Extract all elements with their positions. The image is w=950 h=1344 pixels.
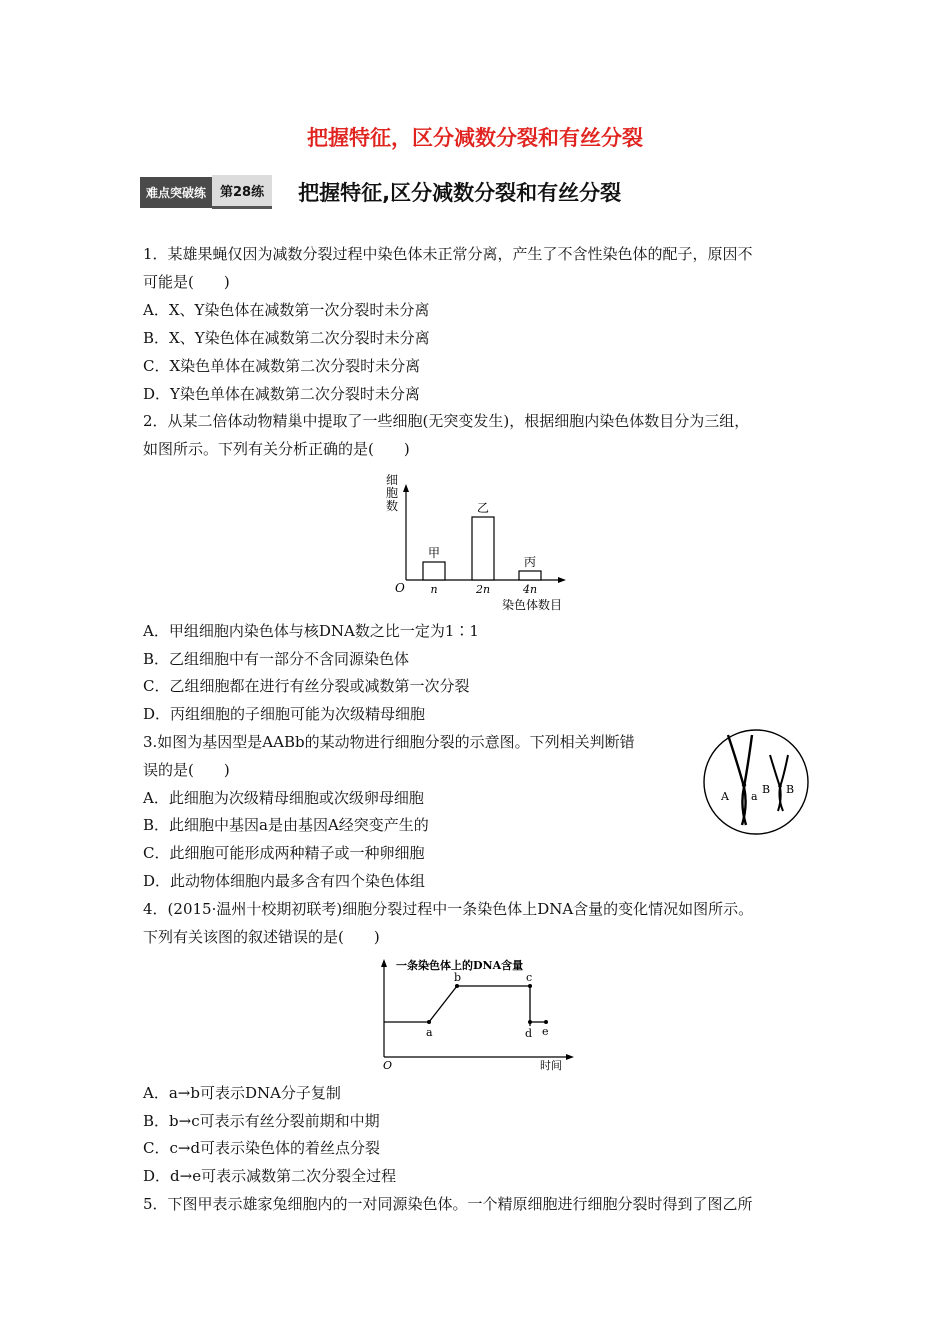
q5-stem-line1: 5．下图甲表示雄家兔细胞内的一对同源染色体。一个精原细胞进行细胞分裂时得到了图乙所 bbox=[143, 1195, 753, 1213]
banner-number: 第28练 bbox=[212, 175, 272, 209]
q2-stem-line1: 2．从某二倍体动物精巢中提取了一些细胞(无突变发生)，根据细胞内染色体数目分为三组， bbox=[143, 412, 750, 430]
q1-stem-line2: 可能是( ) bbox=[143, 273, 230, 291]
tick-label-n: n bbox=[430, 583, 438, 596]
point-c bbox=[528, 984, 532, 988]
graph-y-arrow bbox=[381, 959, 387, 967]
chart-xlabel: 染色体数目 bbox=[502, 598, 563, 612]
q1-option-a: A．X、Y染色体在减数第一次分裂时未分离 bbox=[143, 301, 430, 319]
point-label-e: e bbox=[542, 1025, 549, 1038]
q2-option-b: B．乙组细胞中有一部分不含同源染色体 bbox=[143, 650, 410, 668]
chromatid-left-2 bbox=[742, 735, 752, 825]
q2-option-c: C．乙组细胞都在进行有丝分裂或减数第一次分裂 bbox=[143, 677, 470, 695]
cell-count-bar-chart bbox=[380, 468, 580, 616]
banner-tag: 难点突破练 bbox=[140, 177, 212, 208]
bar-label-丙: 丙 bbox=[523, 555, 537, 569]
cell-division-diagram bbox=[700, 725, 812, 841]
q2-option-a: A．甲组细胞内染色体与核DNA数之比一定为1∶1 bbox=[143, 622, 479, 640]
q4-option-a: A．a→b可表示DNA分子复制 bbox=[143, 1084, 341, 1102]
q3-option-a: A．此细胞为次级精母细胞或次级卵母细胞 bbox=[143, 789, 424, 807]
point-e bbox=[544, 1020, 548, 1024]
tick-label-4n: 4n bbox=[522, 583, 538, 596]
graph-xlabel: 时间 bbox=[540, 1059, 562, 1072]
q3-stem-line1: 3.如图为基因型是AABb的某动物进行细胞分裂的示意图。下列相关判断错 bbox=[143, 733, 635, 751]
q4-option-b: B．b→c可表示有丝分裂前期和中期 bbox=[143, 1112, 380, 1130]
gene-label-a: a bbox=[751, 790, 758, 803]
point-b bbox=[455, 984, 459, 988]
q1-stem-line1: 1．某雄果蝇仅因为减数分裂过程中染色体未正常分离，产生了不含性染色体的配子，原因不 bbox=[143, 245, 753, 263]
q3-option-d: D．此动物体细胞内最多含有四个染色体组 bbox=[143, 872, 426, 890]
q1-option-d: D．Y染色单体在减数第二次分裂时未分离 bbox=[143, 385, 420, 403]
gene-label-B-right: B bbox=[786, 783, 795, 796]
banner-title: 把握特征,区分减数分裂和有丝分裂 bbox=[298, 181, 622, 205]
point-label-a: a bbox=[426, 1026, 433, 1039]
chart-x-arrow bbox=[558, 577, 566, 583]
chart-ylabel-3: 数 bbox=[386, 499, 399, 513]
centromere-left bbox=[742, 783, 746, 787]
chromatid-right-1 bbox=[770, 755, 781, 811]
tick-label-2n: 2n bbox=[475, 583, 491, 596]
bar-label-乙: 乙 bbox=[476, 501, 490, 515]
bar-甲 bbox=[423, 562, 445, 580]
chart-ylabel-2: 胞 bbox=[386, 486, 399, 500]
section-banner bbox=[140, 176, 621, 208]
centromere-right bbox=[778, 784, 782, 788]
q4-stem-line2: 下列有关该图的叙述错误的是( ) bbox=[143, 928, 380, 946]
q1-option-b: B．X、Y染色体在减数第二次分裂时未分离 bbox=[143, 329, 430, 347]
q2-stem-line2: 如图所示。下列有关分析正确的是( ) bbox=[143, 440, 410, 458]
q3-option-c: C．此细胞可能形成两种精子或一种卵细胞 bbox=[143, 844, 425, 862]
dna-content-line-graph bbox=[378, 955, 588, 1075]
q3-stem-line2: 误的是( ) bbox=[143, 761, 230, 779]
point-label-c: c bbox=[526, 971, 533, 984]
document-title: 把握特征，区分减数分裂和有丝分裂 bbox=[307, 126, 643, 150]
cell-membrane bbox=[704, 730, 808, 834]
point-d bbox=[528, 1020, 532, 1024]
point-label-d: d bbox=[525, 1027, 533, 1040]
q2-option-d: D．丙组细胞的子细胞可能为次级精母细胞 bbox=[143, 705, 426, 723]
point-label-b: b bbox=[454, 971, 462, 984]
graph-ylabel: 一条染色体上的DNA含量 bbox=[396, 959, 524, 972]
q4-option-c: C．c→d可表示染色体的着丝点分裂 bbox=[143, 1139, 381, 1157]
bar-丙 bbox=[519, 571, 541, 580]
bar-乙 bbox=[472, 517, 494, 580]
chart-origin: O bbox=[395, 581, 405, 595]
q1-option-c: C．X染色单体在减数第二次分裂时未分离 bbox=[143, 357, 421, 375]
graph-origin: O bbox=[383, 1059, 393, 1072]
gene-label-B-left: B bbox=[762, 783, 771, 796]
chart-ylabel-1: 细 bbox=[386, 473, 399, 487]
graph-x-arrow bbox=[566, 1054, 574, 1060]
point-a bbox=[427, 1020, 431, 1024]
chart-y-arrow bbox=[403, 484, 409, 492]
dna-curve bbox=[384, 986, 530, 1026]
gene-label-A: A bbox=[721, 790, 729, 803]
q4-stem-line1: 4．(2015·温州十校期初联考)细胞分裂过程中一条染色体上DNA含量的变化情况如图所示。 bbox=[143, 900, 754, 918]
bar-label-甲: 甲 bbox=[427, 546, 441, 560]
q3-option-b: B．此细胞中基因a是由基因A经突变产生的 bbox=[143, 816, 429, 834]
q4-option-d: D．d→e可表示减数第二次分裂全过程 bbox=[143, 1167, 397, 1185]
